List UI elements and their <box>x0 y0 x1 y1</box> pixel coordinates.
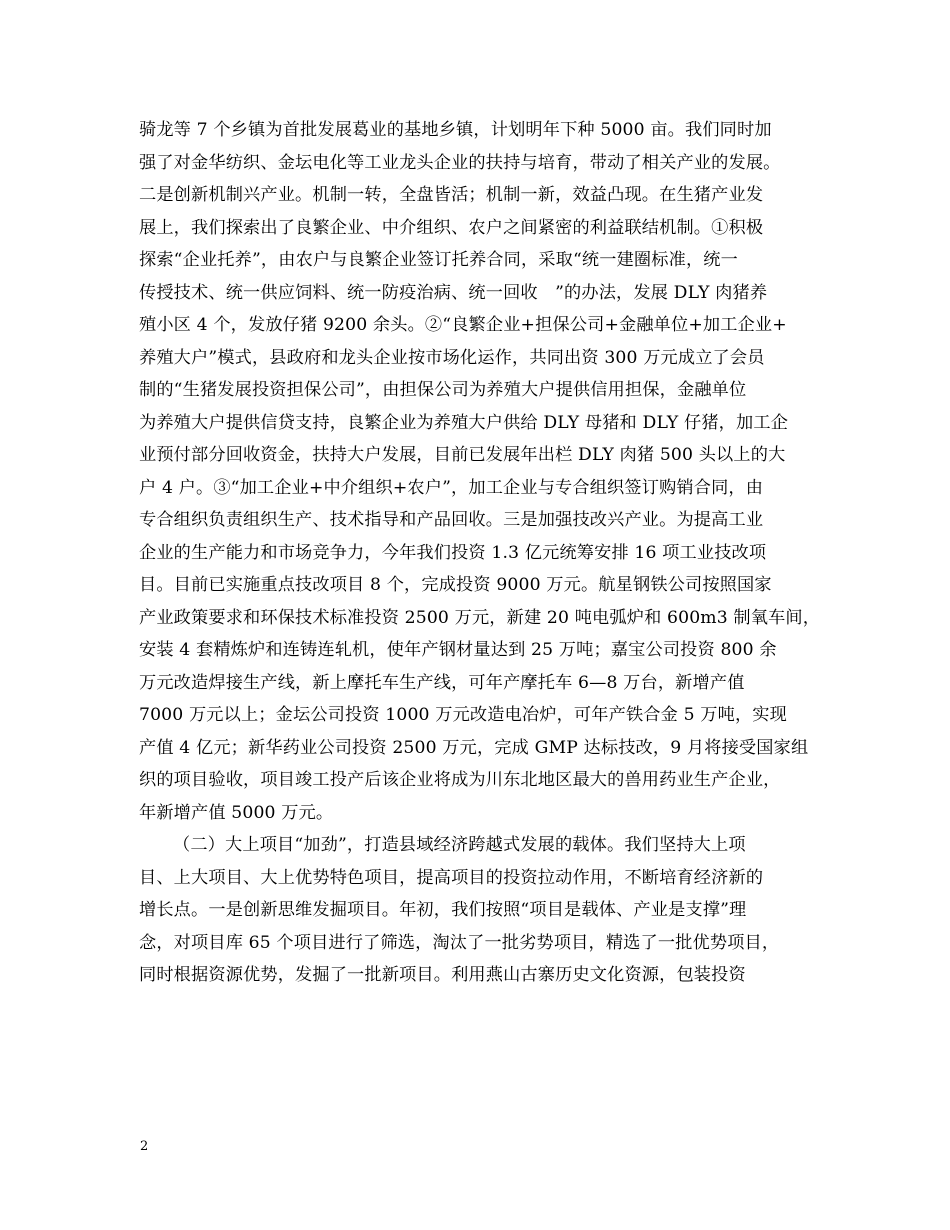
text-line: 7000 万元以上；金坛公司投资 1000 万元改造电冶炉，可年产铁合金 5 万吨，实现 <box>139 705 787 725</box>
text-line: 传授技术、统一供应饲料、统一防疫治病、统一回收 ”的办法，发展 DLY 肉猪养 <box>139 282 768 303</box>
text-line: 织的项目验收，项目竣工投产后该企业将成为川东北地区最大的兽用药业生产企业， <box>139 770 781 790</box>
text-line: 年新增产值 5000 万元。 <box>139 802 334 823</box>
text-line: 展上，我们探索出了良繁企业、中介组织、农户之间紧密的利益联结机制。①积极 <box>139 217 764 238</box>
text-line: 企业的生产能力和市场竞争力，今年我们投资 1.3 亿元统筹安排 16 项工业技改项 <box>139 542 767 563</box>
text-line: 为养殖大户提供信贷支持，良繁企业为养殖大户供给 DLY 母猪和 DLY 仔猪，加工企 <box>139 412 789 433</box>
text-line: 专合组织负责组织生产、技术指导和产品回收。三是加强技改兴产业。为提高工业 <box>139 510 764 530</box>
text-line: 目。目前已实施重点技改项目 8 个，完成投资 9000 万元。航星钢铁公司按照国家 <box>139 575 772 595</box>
text-line: 增长点。一是创新思维发掘项目。年初，我们按照“项目是载体、产业是支撑”理 <box>139 900 747 920</box>
text-line: 强了对金华纺织、金坛电化等工业龙头企业的扶持与培育，带动了相关产业的发展。 <box>139 152 781 173</box>
text-line: 二是创新机制兴产业。机制一转，全盘皆活；机制一新，效益凸现。在生猪产业发 <box>139 185 764 205</box>
text-line: 养殖大户”模式，县政府和龙头企业按市场化运作，共同出资 300 万元成立了会员 <box>139 347 765 368</box>
text-line: 探索“企业托养”，由农户与良繁企业签订托养合同，采取“统一建圈标准，统一 <box>139 250 738 270</box>
text-line: 业预付部分回收资金，扶持大户发展，目前已发展年出栏 DLY 肉猪 500 头以上的大 <box>139 445 786 465</box>
section-heading-line: （二）大上项目“加劲”，打造县域经济跨越式发展的载体。我们坚持大上项 <box>173 835 746 855</box>
text-line: 安装 4 套精炼炉和连铸连轧机，使年产钢材量达到 25 万吨；嘉宝公司投资 800 余 <box>139 640 777 660</box>
text-line: 殖小区 4 个，发放仔猪 9200 余头。②“良繁企业+担保公司+金融单位+加工企业+ <box>139 315 787 335</box>
text-line: 骑龙等 7 个乡镇为首批发展葛业的基地乡镇，计划明年下种 5000 亩。我们同时加 <box>139 120 772 140</box>
text-line: 同时根据资源优势，发掘了一批新项目。利用燕山古寨历史文化资源，包装投资 <box>139 965 746 985</box>
text-line: 产业政策要求和环保技术标准投资 2500 万元，新建 20 吨电弧炉和 600m3 制氧车间， <box>139 607 821 628</box>
text-line: 制的“生猪发展投资担保公司”，由担保公司为养殖大户提供信用担保，金融单位 <box>139 380 747 400</box>
body-text <box>139 114 829 992</box>
text-line: 万元改造焊接生产线，新上摩托车生产线，可年产摩托车 6—8 万台，新增产值 <box>139 672 745 693</box>
text-line: 念，对项目库 65 个项目进行了筛选，淘汰了一批劣势项目，精选了一批优势项目， <box>139 932 780 953</box>
text-line: 产值 4 亿元；新华药业公司投资 2500 万元，完成 GMP 达标技改，9 月将接受国家组 <box>139 737 809 758</box>
text-line: 目、上大项目、大上优势特色项目，提高项目的投资拉动作用，不断培育经济新的 <box>139 867 764 888</box>
page-number: 2 <box>140 1139 149 1154</box>
text-line: 户 4 户。③“加工企业+中介组织+农户”，加工企业与专合组织签订购销合同，由 <box>139 477 764 498</box>
